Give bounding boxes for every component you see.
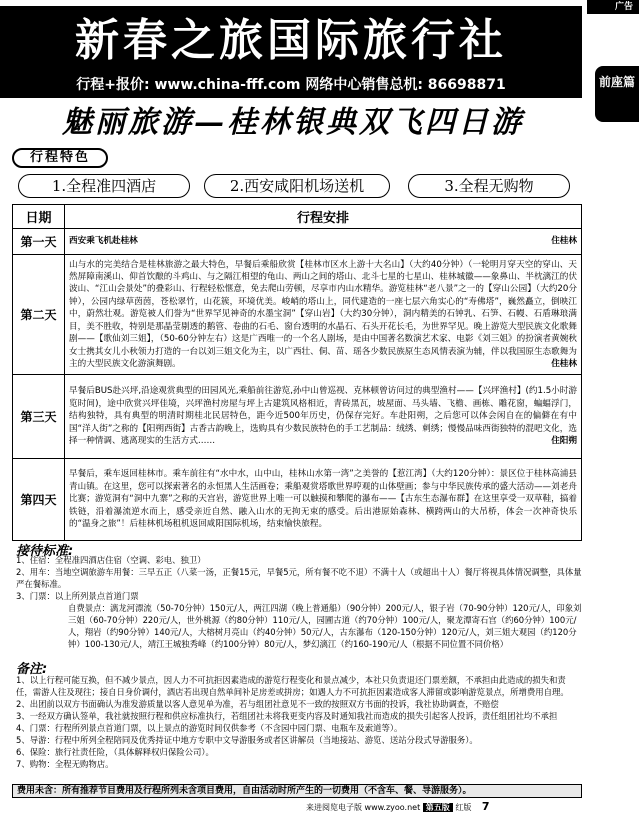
ad-corner-tag: 广告 bbox=[587, 0, 639, 14]
note-item: 1、以上行程可能互换，但不减少景点，因人力不可抗拒因素造成的游览行程变化和景点减少，本社只负责退还门票差额，不承担由此造成的损失和责任，需游人往及现往；接自日身价调付，酒店若出现自然单间补足房差或拼房；如遇人力不可抗拒因素造成客人滞留或影响游览景点，所增费用自理。 bbox=[16, 675, 569, 697]
day-column-header: 日期 bbox=[13, 205, 65, 229]
fee-exclusion-bar: 费用未含：所有推荐节目费用及行程所列未含项目费用，自由活动时所产生的一切费用（不含车、餐、导游服务）。 bbox=[12, 784, 582, 798]
standard-item: 自费景点：漓龙河漂流（50-70分钟）150元/人，两江四湖（晚上普通船）（90分钟）200元/人，银子岩（70-90分钟）120元/人，印象刘三姐（60-70分钟）220元/人，世外桃源（约80分钟）110元/人，园圃古道（约70分钟）100元/人，聚龙潭寄石宫（约60分钟）100元/人，翔岩（约90分钟）140元/人，大榕树月亮山（约40分钟）50元/人，古东瀑布（120-150分钟）120元/人，刘三姐大观园（约120分钟）100-130元/人，靖江王城独秀峰（约100分钟）80元/人，梦幻漓江（约160-190元/人（根据不同位置不同价格） bbox=[68, 603, 582, 649]
table-header-row bbox=[13, 205, 582, 229]
agency-title: 新春之旅国际旅行社 bbox=[75, 15, 507, 66]
day-label: 第三天 bbox=[13, 375, 65, 459]
hotel-label: 住阳朔 bbox=[551, 436, 577, 447]
note-item: 2、出团前以双方书面确认为准发游质量以客人意见单为准，若与组团社意见不一致的按照双方书面的投诉，我社协助调查，不赔偿 bbox=[16, 699, 499, 709]
notes-heading: 备注: bbox=[16, 662, 48, 677]
day-description bbox=[65, 375, 582, 459]
notes-list bbox=[16, 674, 582, 770]
day-label: 第一天 bbox=[13, 229, 65, 255]
route-title: 魅丽旅游—桂林银典双飞四日游 bbox=[62, 105, 524, 140]
features-row bbox=[18, 174, 578, 200]
day-description bbox=[65, 229, 582, 255]
feature-item: 3.全程无购物 bbox=[408, 174, 570, 198]
color-tag: 红版 bbox=[455, 803, 472, 812]
day-text: 西安乘飞机赴桂林 bbox=[69, 236, 138, 247]
feature-item: 1.全程准四酒店 bbox=[18, 174, 190, 198]
day-text: 早餐后，乘车返回桂林市。乘车前往有“水中水，山中山，桂林山水第一湾”之美誉的【惹江湾】（大约120分钟）：景区位于桂林高浦县青山镇。在这里，您可以探索著名的永恒黑人生活画卷；乘船观赏塔歌世界哼观的山体壁画；参与中华民族传承的盛大活动——刘老舟比赛；游览洞有“洞中九寨”之称的天宫岩，游览世界上唯一可以触摸和攀爬的瀑布——【古东生态瀑布群】在这里享受一双草鞋，搞着铁链，沿着瀑流逆水而上，感受亲近自然、融入山水的无拘无束的感受。后出港原始森林、横跨两山的大吊桥，体会一次神奇快乐的“温身之旅”！后桂林机场租机返回咸阳国际机场，结束愉快旅程。 bbox=[69, 469, 577, 530]
section-side-tab: 前座篇 bbox=[595, 66, 639, 122]
note-item: 3、一经双方确认签单，我社就按照行程和供应标准执行，若组团社未将我更变内容及时通知我社而造成的损失引起客人投诉，责任组团社均不承担 bbox=[16, 711, 558, 721]
page-footer bbox=[306, 801, 586, 813]
note-item: 5、导游：行程中所列全程陪同及优秀持证中地方专职中文导游服务或者区讲解员（当地接站、游览、送站分段式导游服务）。 bbox=[16, 735, 478, 745]
feature-item: 2.西安咸阳机场送机 bbox=[204, 174, 390, 198]
standard-item: 1、住宿：全程准四酒店住宿（空调、彩电、独卫） bbox=[16, 555, 206, 565]
day-text: 早餐后BUS赴兴坪,沿途观赏典型的田园风光,乘船前往游览,孙中山曾巡视、克林顿曾访问过的典型渔村——【兴坪渔村】(约1.5小时游览时间)，途中欣赏兴坪佳境，兴坪渔村房屋与坪上古建筑风格相近，青砖黑瓦，坡屋面、马头墙、飞檐、画栋、雕花窗，蝙蝠浮门，结构独特，具有典型的明清时期桂北民居特色，距今近500年历史，仍保存完好。车赴阳朔，之后您可以体会闲自在的偏僻在有中国“洋人街”之称的【阳朔西街】古香古韵晚上，选购具有少数民族特色的手工艺制品：绒绣、刺绣；慢慢品味西街独特的混吧文化，选择一种情调、逃离现实的生活方式…… bbox=[69, 386, 577, 447]
contact-line: 行程+报价: www.china-fff.com 网络中心销售总机: 86698871 bbox=[76, 77, 506, 93]
note-item: 4、门票：行程所列景点首道门票，以上景点的游览时间仅供参考（不含园中园门票、电瓶车及索道等）。 bbox=[16, 723, 403, 733]
note-item: 7、购物：全程无购物店。 bbox=[16, 759, 114, 769]
table-row bbox=[13, 375, 582, 459]
hotel-label: 住桂林 bbox=[551, 358, 577, 369]
page-number: 7 bbox=[481, 800, 490, 813]
agency-banner bbox=[0, 6, 582, 98]
day-label: 第四天 bbox=[13, 459, 65, 541]
standard-item: 2、用车：当地空调旅游车用餐：三早五正（八菜一汤，正餐15元，早餐5元，所有餐不吃不退）不满十人（或超出十人）餐厅将视具体情况调整，具体量严在餐标准。 bbox=[16, 567, 582, 589]
plan-column-header: 行程安排 bbox=[65, 205, 582, 229]
table-row bbox=[13, 229, 582, 255]
footer-text: 来进阅览电子版 www.zyoo.net bbox=[306, 803, 421, 812]
day-description bbox=[65, 255, 582, 375]
features-badge: 行程特色 bbox=[12, 148, 108, 168]
standard-item: 3、门票：以上所列景点首道门票 bbox=[16, 591, 139, 601]
itinerary-table bbox=[12, 204, 582, 541]
standards-list bbox=[16, 554, 582, 650]
day-description bbox=[65, 459, 582, 541]
day-label: 第二天 bbox=[13, 255, 65, 375]
day-text: 山与水的完美结合是桂林旅游之最大特色，早餐后乘船欣赏【桂林市区水上游十大名山】（大约40分钟）（一轮明月穿天空的穿山、天然屏障南溪山、仰首饮酿的斗鸡山、与之隔江相望的龟山、两山之间的塔山、北斗七星的七星山、桂林城徽——象鼻山、半枕漓江的伏波山、“江山会景处”的叠彩山、行程轻松惬意，免去爬山劳顿，尽享市内山水精华。游览桂林“老八景”之一的【穿山公园】（大约20分钟），公园内绿草茵茵，苍松翠竹，山花簇，环境优美。峻峭的塔山上，同代建造的一座七层六角实心的“寿佛塔”，巍然矗立，倒映江中，蔚然壮观。游览被人们誉为“世界罕见神奇的水墨宝洞”【穿山岩】（大约30分钟），洞内精美的石钟乳、石笋、石幔、石盾琳琅满目，美不胜收，特别是那晶莹剔透的鹅管、卷曲的石毛、窗台透明的水晶石、石头开花长毛，为世界罕见。晚上游览大型民族文化歌舞剧——【歌仙刘三姐】，（50-60分钟左右）这是广西唯一的一个名人剧场，是由中国著名数演艺术家、电影《刘三姐》的扮演者黄婉秋女士携其女儿小秋领力打造的一台以刘三姐文化为主，以广西壮、侗、苗、瑶各少数民族原生态风情表演为辅，伴以我国原生态歌舞为主的大型民族文化游演舞剧。 bbox=[69, 259, 577, 369]
standards-heading: 接待标准: bbox=[16, 544, 74, 559]
hotel-label: 住桂林 bbox=[551, 236, 577, 247]
table-row bbox=[13, 459, 582, 541]
table-row bbox=[13, 255, 582, 375]
edition-tag: 第五版 bbox=[423, 803, 453, 812]
note-item: 6、保险：旅行社责任险，（具体解释权归保险公司）。 bbox=[16, 747, 214, 757]
